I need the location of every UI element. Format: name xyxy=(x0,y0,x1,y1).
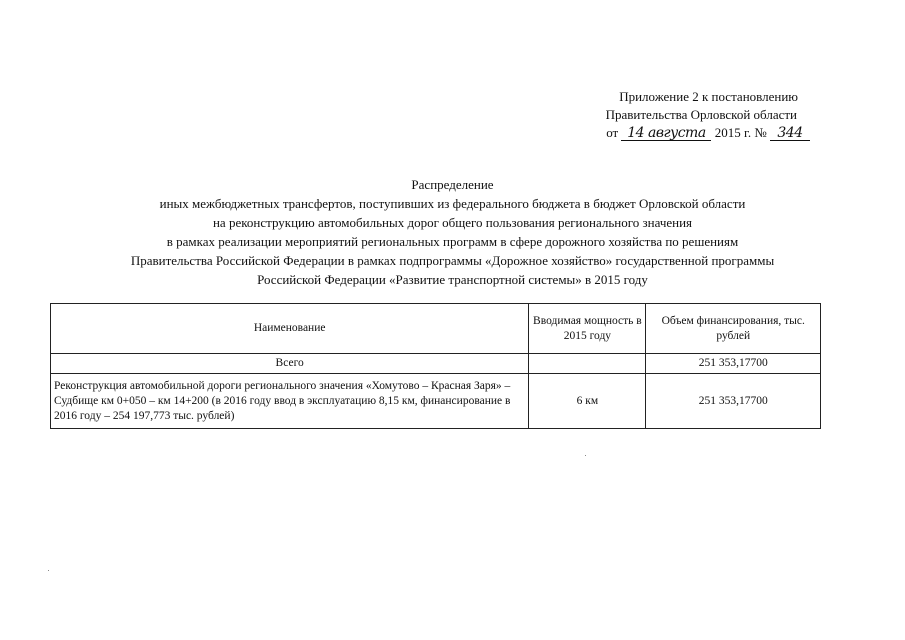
title-line: иных межбюджетных трансфертов, поступивших из федерального бюджета в бюджет Орловской области xyxy=(159,196,746,211)
handwritten-number: 344 xyxy=(770,126,810,141)
header-funding: Объем финансирования, тыс. рублей xyxy=(646,304,821,354)
title-line: на реконструкцию автомобильных дорог общего пользования регионального значения xyxy=(212,215,693,230)
scan-speck xyxy=(585,455,586,456)
row-name: Реконструкция автомобильной дороги регионального значения «Хомутово – Красная Заря» – Судбище км 0+050 – км 14+200 (в 2016 году ввод в эксплуатацию 8,15 км, финансирование в 2016 году – 254 197,773 тыс. рублей) xyxy=(51,374,529,429)
title-line: Распределение xyxy=(411,177,494,192)
table-total-row xyxy=(51,354,821,374)
title-line: Правительства Российской Федерации в рамках подпрограммы «Дорожное хозяйство» государственной программы xyxy=(130,253,775,268)
total-capacity xyxy=(529,354,646,374)
appendix-line-2: Правительства Орловской области xyxy=(605,107,797,122)
header-name: Наименование xyxy=(51,304,529,354)
table-row xyxy=(51,374,821,429)
table-header-row xyxy=(51,304,821,354)
appendix-date-line xyxy=(560,124,810,142)
handwritten-date: 14 августа xyxy=(621,126,711,141)
appendix-line-1: Приложение 2 к постановлению xyxy=(619,89,798,104)
funding-table xyxy=(50,303,821,429)
year-number-label: 2015 г. № xyxy=(714,125,767,140)
header-capacity: Вводимая мощность в 2015 году xyxy=(529,304,646,354)
row-capacity: 6 км xyxy=(529,374,646,429)
row-funding: 251 353,17700 xyxy=(646,374,821,429)
from-label: от xyxy=(606,125,619,140)
title-line: в рамках реализации мероприятий региональных программ в сфере дорожного хозяйства по решениям xyxy=(166,234,739,249)
scan-speck xyxy=(48,570,49,571)
appendix-header xyxy=(560,88,810,142)
total-funding: 251 353,17700 xyxy=(646,354,821,374)
title-line: Российской Федерации «Развитие транспортной системы» в 2015 году xyxy=(257,272,648,287)
total-label: Всего xyxy=(51,354,529,374)
document-title xyxy=(40,175,865,289)
